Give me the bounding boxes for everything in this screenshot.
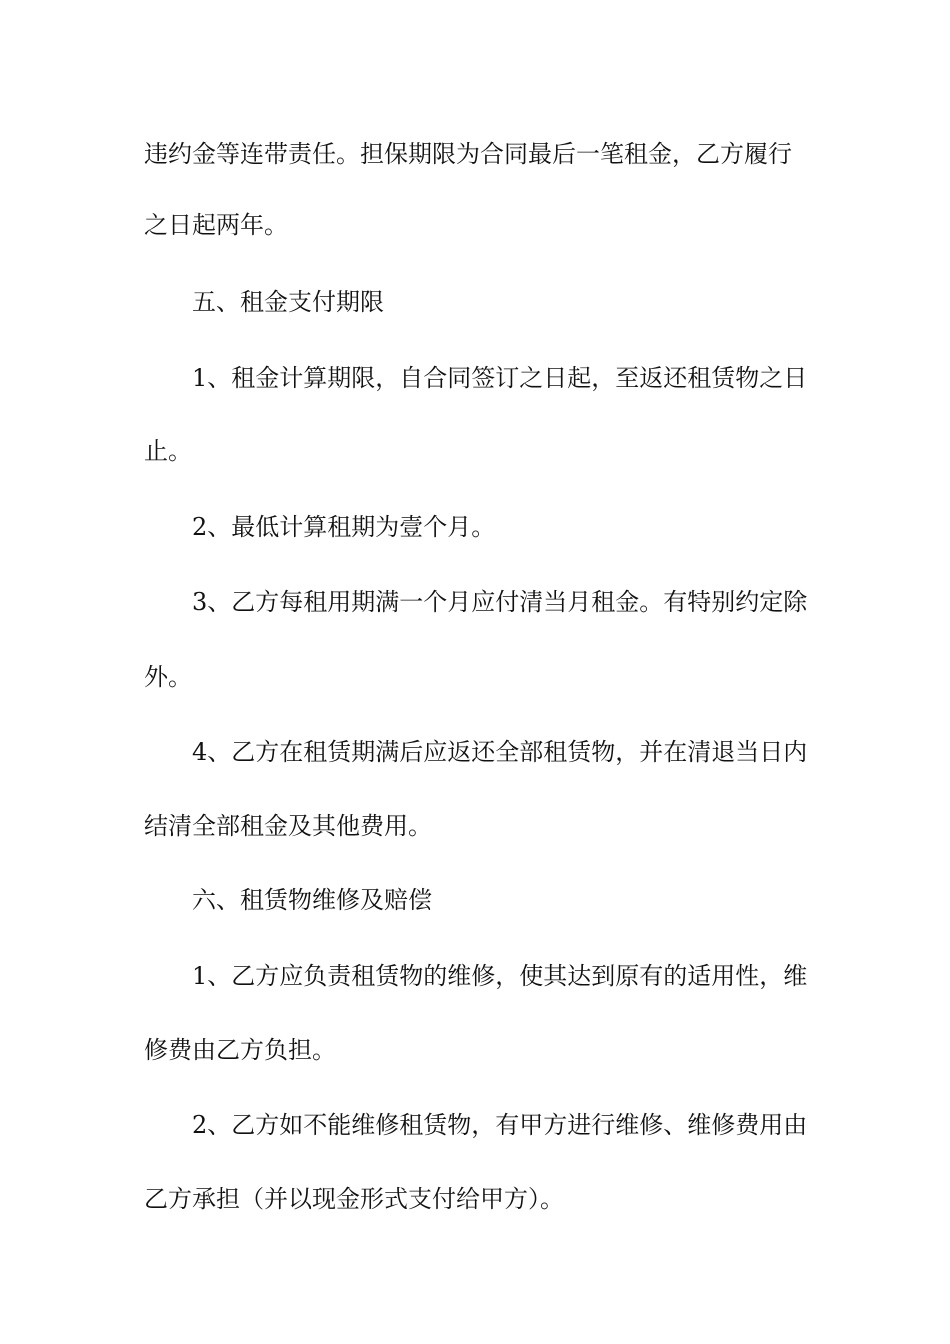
- paragraph-line: 2、乙方如不能维修租赁物，有甲方进行维修、维修费用由: [192, 1111, 808, 1139]
- paragraph-line: 违约金等连带责任。担保期限为合同最后一笔租金，乙方履行: [144, 140, 792, 168]
- section-heading: 六、租赁物维修及赔偿: [192, 886, 432, 914]
- paragraph-line: 4、乙方在租赁期满后应返还全部租赁物，并在清退当日内: [192, 738, 808, 766]
- paragraph-line: 乙方承担（并以现金形式支付给甲方）。: [144, 1185, 564, 1213]
- paragraph-line: 之日起两年。: [144, 211, 288, 239]
- paragraph-line: 1、乙方应负责租赁物的维修，使其达到原有的适用性，维: [192, 962, 808, 990]
- section-heading: 五、租金支付期限: [192, 288, 384, 316]
- paragraph-line: 外。: [144, 663, 192, 691]
- paragraph-line: 止。: [144, 437, 192, 465]
- paragraph-line: 1、租金计算期限，自合同签订之日起，至返还租赁物之日: [192, 364, 808, 392]
- paragraph-line: 2、最低计算租期为壹个月。: [192, 513, 496, 541]
- paragraph-line: 结清全部租金及其他费用。: [144, 812, 432, 840]
- paragraph-line: 3、乙方每租用期满一个月应付清当月租金。有特别约定除: [192, 588, 808, 616]
- paragraph-line: 修费由乙方负担。: [144, 1036, 336, 1064]
